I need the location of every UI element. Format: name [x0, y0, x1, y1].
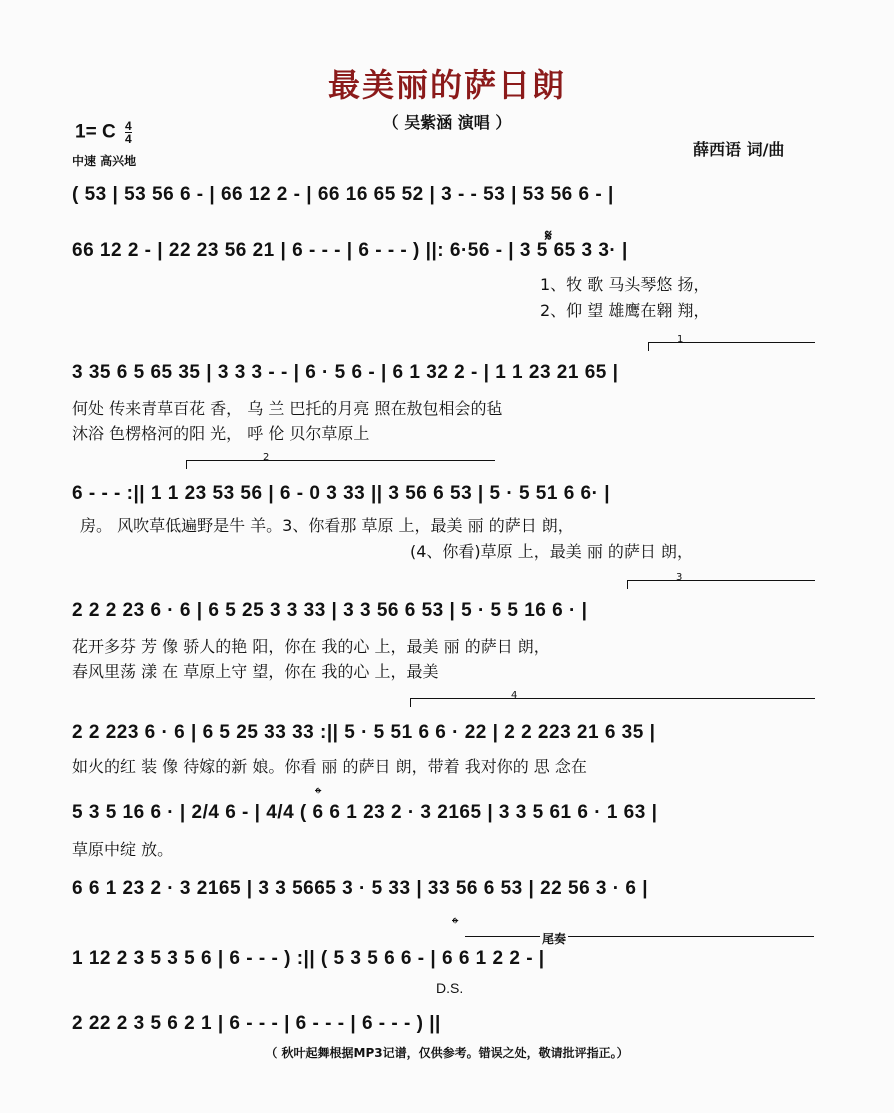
- lyric-row-2-verse-2: 2、仰 望 雄鹰在翱 翔，: [540, 301, 710, 320]
- outro-line: [465, 936, 814, 941]
- notation-row-6: 2 2 223 6 · 6 | 6 5 25 33 33 :|| 5 · 5 51 6 6 · 22 | 2 2 223 21 6 35 |: [72, 722, 656, 743]
- time-numerator: 4: [124, 119, 132, 133]
- tempo-marking: 中速 高兴地: [72, 154, 137, 168]
- notation-row-4: 6 - - - :|| 1 1 23 53 56 | 6 - 0 3 33 || 3 56 6 53 | 5 · 5 51 6 6· |: [72, 483, 611, 504]
- key-signature: [75, 120, 132, 145]
- lyric-row-4-verse-2: (4、你看)草原 上，最美 丽 的萨日 朗，: [410, 542, 694, 561]
- lyric-row-3-verse-2: 沐浴 色楞格河的阳 光， 呼 伦 贝尔草原上: [72, 424, 370, 443]
- notation-row-10: 2 22 2 3 5 6 2 1 | 6 - - - | 6 - - - | 6 - - - ) ||: [72, 1013, 441, 1034]
- notation-row-3: 3 35 6 5 65 35 | 3 3 3 - - | 6 · 5 6 - | 6 1 32 2 - | 1 1 23 21 65 |: [72, 362, 619, 383]
- volta-bracket-2: 2: [186, 460, 495, 469]
- notation-row-9: 1 12 2 3 5 3 5 6 | 6 - - - ) :|| ( 5 3 5 6 6 - | 6 6 1 2 2 - |: [72, 948, 545, 969]
- coda-icon: 𝄌: [315, 784, 322, 805]
- lyric-row-5-verse-2: 春风里荡 漾 在 草原上守 望，你在 我的心 上，最美: [72, 662, 439, 681]
- volta-bracket-1: 1: [648, 342, 815, 351]
- song-title: 最美丽的萨日朗: [327, 66, 566, 104]
- notation-row-5: 2 2 2 23 6 · 6 | 6 5 25 3 3 33 | 3 3 56 6 53 | 5 · 5 5 16 6 · |: [72, 600, 588, 621]
- volta-bracket-3: 3: [627, 580, 815, 589]
- notation-row-1: ( 53 | 53 56 6 - | 66 12 2 - | 66 16 65 52 | 3 - - 53 | 53 56 6 - |: [72, 184, 614, 205]
- lyric-row-6: 如火的红 装 像 待嫁的新 娘。你看 丽 的萨日 朗，带着 我对你的 思 念在: [72, 757, 587, 776]
- lyric-row-5-verse-1: 花开多芬 芳 像 骄人的艳 阳，你在 我的心 上，最美 丽 的萨日 朗，: [72, 637, 550, 656]
- author-credit: 薛西语 词/曲: [693, 140, 785, 159]
- volta-bracket-4: 4: [410, 698, 815, 707]
- notation-row-8: 6 6 1 23 2 · 3 2165 | 3 3 5665 3 · 5 33 | 33 56 6 53 | 22 56 3 · 6 |: [72, 878, 649, 899]
- lyric-row-4-verse-1: 房。 风吹草低遍野是牛 羊。3、你看那 草原 上，最美 丽 的萨日 朗，: [80, 516, 574, 535]
- ds-marking: D.S.: [436, 980, 464, 996]
- coda-icon-2: 𝄌: [452, 914, 459, 935]
- outro-label: 尾奏: [542, 932, 567, 946]
- lyric-row-3-verse-1: 何处 传来青草百花 香， 乌 兰 巴托的月亮 照在敖包相会的毡: [72, 399, 503, 418]
- key-text: 1= C: [75, 121, 116, 143]
- segno-icon: 𝄋: [545, 226, 552, 245]
- time-signature: [125, 120, 132, 145]
- singer-credit: （ 吴紫涵 演唱 ）: [382, 113, 512, 132]
- lyric-row-7: 草原中绽 放。: [72, 840, 174, 859]
- notation-row-2: 66 12 2 - | 22 23 56 21 | 6 - - - | 6 - - - ) ||: 6·56 - | 3 5 65 3 3· |: [72, 240, 628, 261]
- notation-row-7: 5 3 5 16 6 · | 2/4 6 - | 4/4 ( 6 6 1 23 2 · 3 2165 | 3 3 5 61 6 · 1 63 |: [72, 802, 658, 823]
- footnote: （ 秋叶起舞根据MP3记谱，仅供参考。错误之处，敬请批评指正。）: [265, 1046, 629, 1060]
- time-denominator: 4: [124, 132, 132, 146]
- lyric-row-2-verse-1: 1、牧 歌 马头琴悠 扬，: [540, 275, 710, 294]
